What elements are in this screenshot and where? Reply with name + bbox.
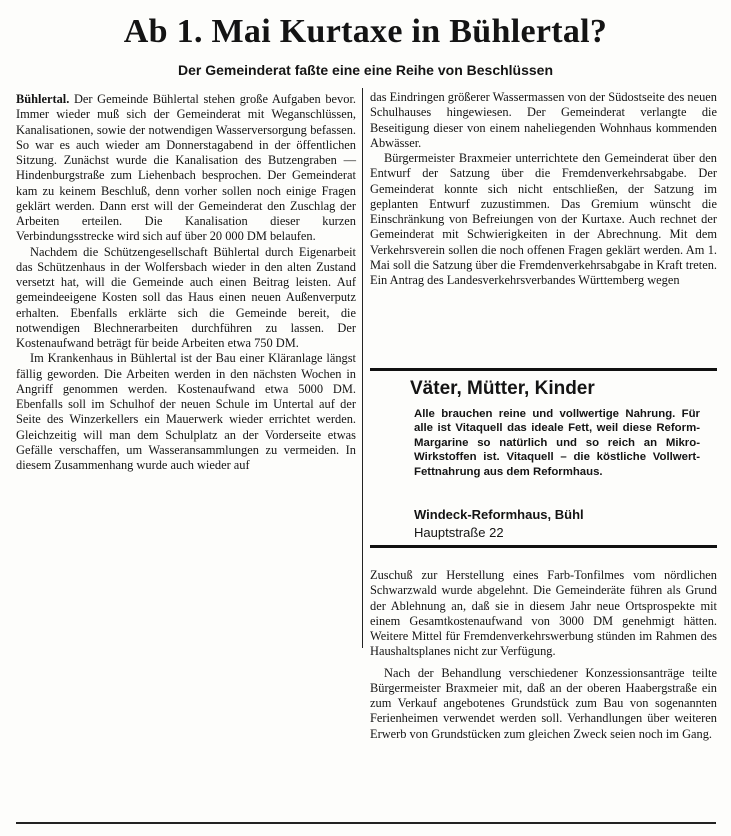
right-paragraph-1: das Eindringen größerer Wassermassen von der Südostseite des neuen Schulhauses hingewiesen. Der Gemeinderat verlangte die Beseitigung dieser von einem naheliegenden Wohnhaus kommenden Abwässer.	[370, 90, 717, 150]
dateline: Bühlertal.	[16, 92, 70, 106]
article-subheadline: Der Gemeinderat faßte eine eine Reihe von Beschlüssen	[177, 62, 554, 78]
right-column-top	[370, 90, 717, 288]
ad-address: Hauptstraße 22	[414, 525, 504, 540]
ad-body: Alle brauchen reine und vollwertige Nahrung. Für alle ist Vitaquell das ideale Fett, weil diese Reform-Margarine so natürlich und so reich an Mikro-Wirkstoffen ist. Vitaquell – die köstliche Vollwert-Fettnahrung aus dem Reformhaus.	[414, 408, 700, 478]
left-paragraph-1-text: Der Gemeinde Bühlertal stehen große Aufgaben bevor. Immer wieder muß sich der Gemeinderat mit Weganschlüssen, Kanalisationen, sowie der notwendigen Wasserversorgung befassen. So war es auch wieder am Donnerstagabend in der öffentlichen Sitzung. Zunächst wurde die Kanalisation des Butzengraben — Hindenburgstraße zum Liehenbach besprochen. Der Gemeinderat kam zu keinem Beschluß, denn vorher sollen noch einige Fragen geklärt werden. Dann erst will der Gemeinderat den Zuschlag der Arbeiten erteilen. Die Kanalisation dieser kurzen Verbindungsstrecke wird sich auf über 20 000 DM belaufen.	[16, 92, 356, 244]
right-paragraph-4: Nach der Behandlung verschiedener Konzessionsanträge teilte Bürgermeister Braxmeier mit, daß an der oberen Haabergstraße ein zum Verkauf angebotenes Grundstück zum Bau von sogenannten Ferienheimen verwendet werden soll. Verhandlungen über weiteren Erwerb von Grundstücken zum gleichen Zweck seien noch im Gang.	[370, 665, 717, 741]
article-headline: Ab 1. Mai Kurtaxe in Bühlertal?	[123, 13, 608, 50]
left-column	[16, 92, 356, 473]
ad-title: Väter, Mütter, Kinder	[410, 378, 595, 399]
advertisement-box	[370, 368, 717, 548]
left-paragraph-1	[16, 92, 356, 245]
left-paragraph-2: Nachdem die Schützengesellschaft Bühlertal durch Eigenarbeit das Schützenhaus in der Wolfersbach wieder in den alten Zustand versetzt hat, will die Gemeinde auch einen Beitrag leisten. Auf gemeindeeigene Kosten soll das Haus einen neuen Außenverputz erhalten. Ebenfalls erklärte sich die Gemeinde bereit, die notwendigen Blechnerarbeiten durchführen zu lassen. Der Kostenaufwand beträgt für beide Arbeiten etwa 750 DM.	[16, 244, 356, 350]
column-divider	[362, 88, 363, 648]
ad-company: Windeck-Reformhaus, Bühl	[414, 507, 584, 522]
bottom-divider	[16, 822, 716, 824]
right-column-bottom	[370, 568, 717, 742]
right-paragraph-2: Bürgermeister Braxmeier unterrichtete den Gemeinderat über den Entwurf der Satzung über die Fremdenverkehrsabgabe. Der Gemeinderat konnte sich nicht entschließen, der Satzung im geplanten Entwurf zuzustimmen. Das Gremium wünscht die Einschränkung von Befreiungen von der Kurtaxe. Auch rechnet der Gemeinderat mit Schwierigkeiten in der Abrechnung. Mit dem Verkehrsverein sollen die noch offenen Fragen geklärt werden. Am 1. Mai soll die Satzung über die Fremdenverkehrsabgabe in Kraft treten. Ein Antrag des Landesverkehrsverbandes Württemberg wegen	[370, 151, 717, 287]
left-paragraph-3: Im Krankenhaus in Bühlertal ist der Bau einer Kläranlage längst fällig geworden. Die Arbeiten werden in den nächsten Wochen in Angriff genommen werden. Kostenaufwand etwa 5000 DM. Ebenfalls soll im Schulhof der neuen Schule im Untertal auf der Seite des Winzerkellers ein Mauerwerk wieder errichtet werden. Gleichzeitig will man dem Schulplatz an der Vorderseite etwas Gefälle verschaffen, um Wasseransammlungen zu vermeiden. In diesem Zusammenhang wurde auch wieder auf	[16, 351, 356, 472]
right-paragraph-3: Zuschuß zur Herstellung eines Farb-Tonfilmes vom nördlichen Schwarzwald wurde abgelehnt. Die Gemeinderäte führen als Grund der Ablehnung an, daß sie in diesem Jahr neue Ortsprospekte mit einem Gesamtkostenaufwand von 3000 DM genehmigt hätten. Weitere Mittel für Fremdenverkehrswerbung stünden im Rahmen des Haushaltsplanes nicht zur Verfügung.	[370, 568, 717, 659]
